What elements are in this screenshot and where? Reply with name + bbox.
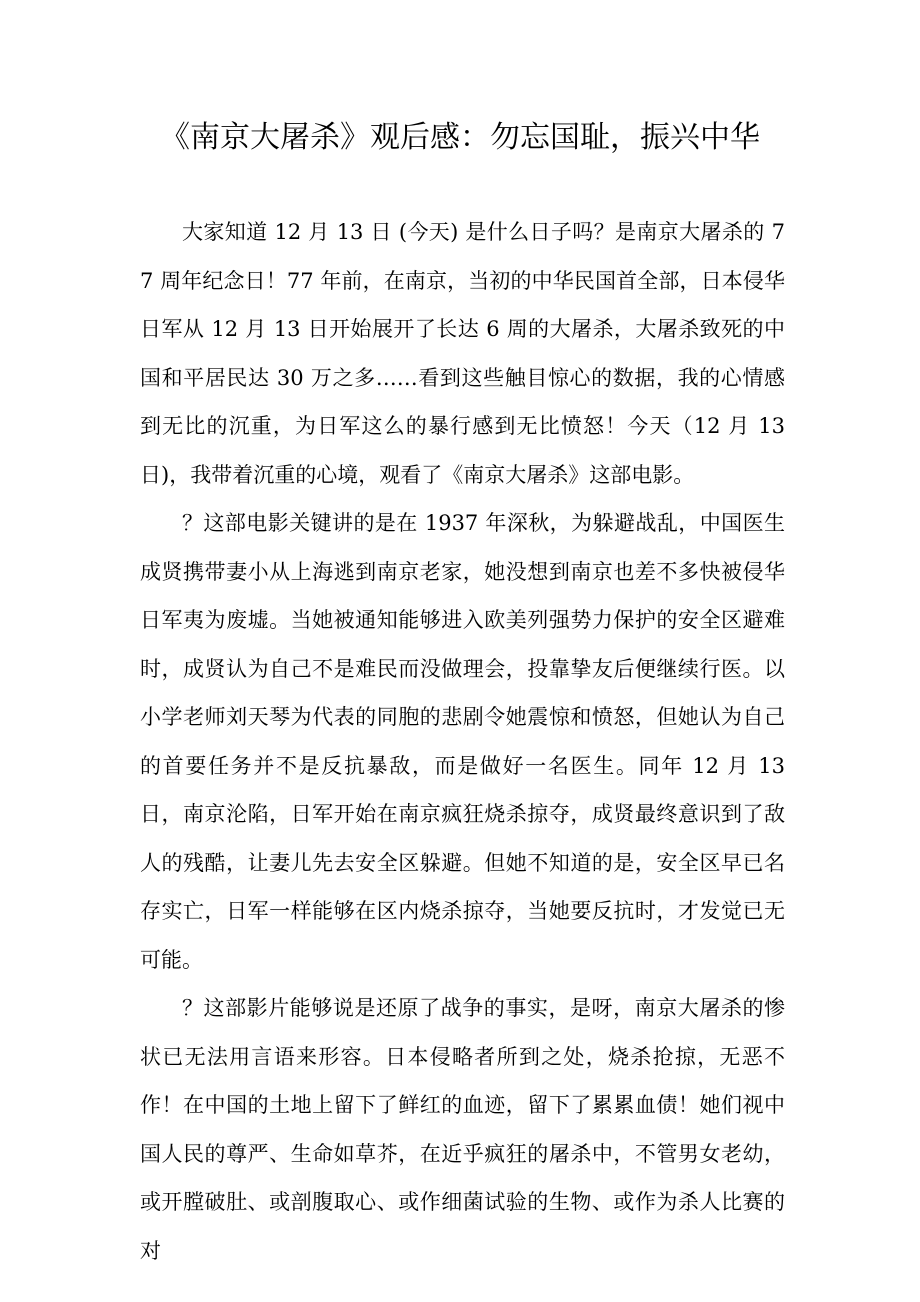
paragraph-3: ？这部影片能够说是还原了战争的事实，是呀，南京大屠杀的惨状已无法用言语来形容。日本侵略者所到之处，烧杀抢掠，无恶不作！在中国的土地上留下了鲜红的血迹，留下了累累血债！她们视中国人民的尊严、生命如草芥，在近乎疯狂的屠杀中，不管男女老幼，或开膛破肚、或剖腹取心、或作细菌试验的生物、或作为杀人比赛的对	[140, 996, 785, 1263]
document-body	[140, 208, 785, 1275]
paragraph-1: 大家知道 12 月 13 日 (今天) 是什么日子吗？是南京大屠杀的 77 周年纪念日！77 年前，在南京，当初的中华民国首全部，日本侵华日军从 12 月 13 日开始展开了长达 6 周的大屠杀，大屠杀致死的中国和平居民达 30 万之多……看到这些触目惊心的数据，我的心情感到无比的沉重，为日军这么的暴行感到无比愤怒！今天（12 月 13 日)，我带着沉重的心境，观看了《南京大屠杀》这部电影。	[140, 220, 785, 487]
paragraph-2: ？这部电影关键讲的是在 1937 年深秋，为躲避战乱，中国医生成贤携带妻小从上海逃到南京老家，她没想到南京也差不多快被侵华日军夷为废墟。当她被通知能够进入欧美列强势力保护的安全区避难时，成贤认为自己不是难民而没做理会，投靠挚友后便继续行医。以小学老师刘天琴为代表的同胞的悲剧令她震惊和愤怒，但她认为自己的首要任务并不是反抗暴敌，而是做好一名医生。同年 12 月 13 日，南京沦陷，日军开始在南京疯狂烧杀掠夺，成贤最终意识到了敌人的残酷，让妻儿先去安全区躲避。但她不知道的是，安全区早已名存实亡，日军一样能够在区内烧杀掠夺，当她要反抗时，才发觉已无可能。	[140, 511, 785, 972]
document-title: 《南京大屠杀》观后感：勿忘国耻，振兴中华	[160, 120, 760, 155]
